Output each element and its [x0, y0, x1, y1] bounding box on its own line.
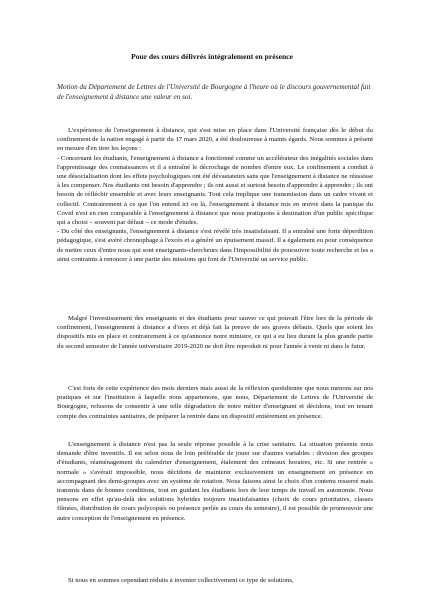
section-5	[57, 576, 373, 585]
motion-subtitle: Motion du Département de Lettres de l'Université de Bourgogne à l'heure où le discours gouvernemental fait de l'enseignement à distance une valeur en soi.	[57, 83, 371, 101]
section-3	[57, 384, 373, 421]
document-title: Pour des cours délivrés intégralement en présence	[131, 52, 293, 61]
section-1-bullet-students: - Concernant les étudiants, l'enseignement à distance a fonctionné comme un accélérateur des inégalités sociales dans l'apprentissage des connaissances et il a entraîné le décrochage de nombre d'entre eux. Le confinement a conduit à une désocialisation dont les effets psychologiques ont été dévastateurs sans que l'enseignement à distance ne réussisse à les compenser. Nos étudiants ont besoin d'apprendre ; ils ont aussi et surtout besoin d'apprendre à apprendre ; ils ont besoin de réfléchir ensemble et avec leurs enseignants. Tout cela implique une transmission dans un cadre vivant et collectif. Contrairement à ce que l'on entend ici ou là, l'enseignement à distance mis en œuvre dans la panique du Covid n'est en rien comparable à l'enseignement à distance que nous pratiquons à destination d'un public spécifique qui a choisi – souvent par défaut – ce mode d'études.	[57, 154, 373, 227]
paragraph-4: L'enseignement à distance n'est pas la seule réponse possible à la crise sanitaire. La situation présente nous demande d'être inventifs. Il est selon nous de loin préférable de jouer sur d'autres variables : division des groupes d'étudiants, réaménagement du calendrier d'enseignement, étalement des créneaux horaires, etc. Si une rentrée « normale » s'avérait impossible, nous décidons de maintenir exclusivement un enseignement en présence en accompagnant des demi-groupes avec un système de rotation. Nous faisons ainsi le choix d'un contenu resserré mais transmis dans de bonnes conditions, tout en guidant les étudiants lors de leur temps de travail en autonomie. Nous pensons en effet qu'au-delà des solutions hybrides toujours insatisfaisantes (choix de cours prioritaires, classes filmées, distribution de cours polycopiés ou présence perlée au cours du semestre), il est possible de promouvoir une autre conception de l'enseignement en présence.	[57, 441, 373, 522]
section-1	[57, 126, 373, 264]
section-1-intro: L'expérience de l'enseignement à distance, qui s'est mise en place dans l'Université française dès le début du confinement de la nation engagé à partir du 17 mars 2020, a été douloureuse à maints égards. Nous sommes à présent en mesure d'en tirer les leçons :	[57, 127, 373, 153]
paragraph-3: C'est forts de cette expérience des mois derniers mais aussi de la réflexion quotidienne que nous menons sur nos pratiques et sur l'institution à laquelle nous appartenons, que nous, Département de Lettres de l'Université de Bourgogne, refusons de consentir à une telle dégradation de notre métier d'enseignant et décidons, tout en tenant compte des contraintes sanitaires, de préparer la rentrée dans un dispositif entièrement en présence.	[57, 385, 373, 420]
paragraph-2: Malgré l'investissement des enseignants et des étudiants pour sauver ce qui pouvait l'être lors de la période de confinement, l'enseignement à distance a d'ores et déjà fait la preuve de ses graves défauts. Quels que soient les dispositifs mis en place et contrairement à ce qu'annonce notre ministre, ce qui a eu lieu durant la plus grande partie du second semestre de l'année universitaire 2019-2020 ne doit être reproduit ni pour l'année à venir ni dans le futur.	[57, 315, 373, 350]
section-4	[57, 440, 373, 523]
section-1-bullet-teachers: - Du côté des enseignants, l'enseignement à distance s'est révélé très insatisfaisant. Il a entraîné une forte déperdition pédagogique, s'est avéré chronophage à l'excès et a généré un épuisement massif. Il a également eu pour conséquence de mettre ceux d'entre nous qui sont enseignants-chercheurs dans l'impossibilité de poursuivre toute recherche et les a ainsi contraints à renoncer à une partie des missions qui font de l'Université un service public.	[57, 228, 373, 263]
paragraph-5: Si nous en sommes cependant réduits à inventer collectivement ce type de solutions,	[68, 577, 294, 584]
section-2	[57, 314, 373, 351]
